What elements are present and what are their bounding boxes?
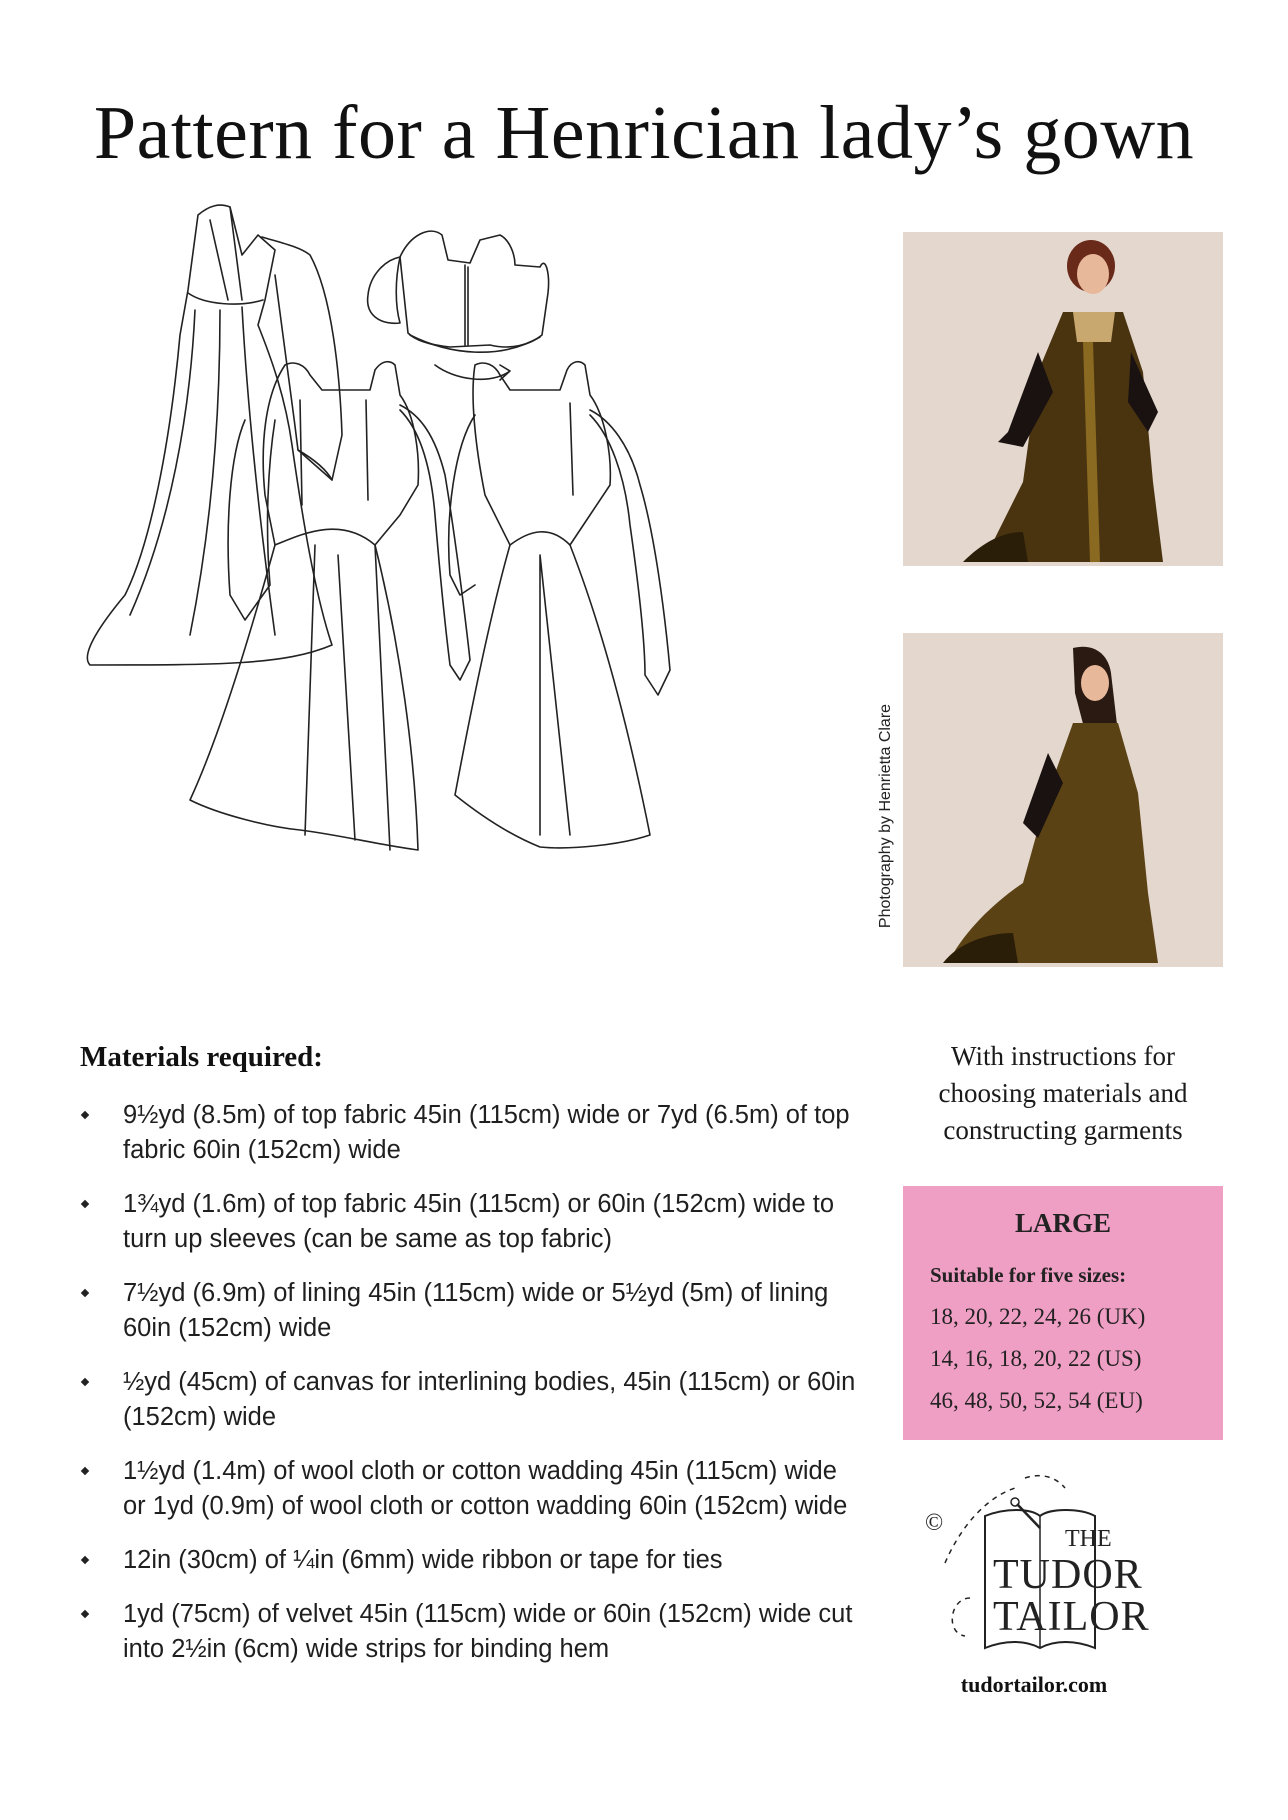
gown-three-quarter-view-drawing [449, 362, 670, 848]
list-item [80, 1098, 860, 1168]
size-title: LARGE [1014, 1208, 1112, 1238]
material-text: ½yd (45cm) of canvas for interlining bodies, 45in (115cm) or 60in (152cm) wide [123, 1368, 856, 1431]
gown-photo-side [903, 633, 1223, 967]
gown-front-view-drawing [190, 362, 470, 850]
bullet-icon [81, 1289, 89, 1297]
material-text: 1½yd (1.4m) of wool cloth or cotton wadding 45in (115cm) wide or 1yd (0.9m) of wool cloth or cotton wadding 60in (152cm) wide [123, 1457, 848, 1520]
bullet-icon [81, 1378, 89, 1386]
list-item [80, 1543, 860, 1578]
material-text: 9½yd (8.5m) of top fabric 45in (115cm) wide or 7yd (6.5m) of top fabric 60in (152cm) wide [123, 1101, 850, 1164]
page-title: Pattern for a Henrician lady’s gown [93, 91, 1195, 175]
logo-tailor: TAILOR [993, 1594, 1150, 1640]
bullet-icon [81, 1200, 89, 1208]
website-link[interactable]: tudortailor.com [960, 1672, 1108, 1697]
size-us: 14, 16, 18, 20, 22 (US) [930, 1346, 1142, 1371]
material-text: 12in (30cm) of ¼in (6mm) wide ribbon or tape for ties [123, 1546, 723, 1574]
instructions-note: With instructions for choosing materials and constructing garments [938, 1041, 1188, 1145]
material-text: 7½yd (6.9m) of lining 45in (115cm) wide or 5½yd (5m) of lining 60in (152cm) wide [123, 1279, 829, 1342]
list-item [80, 1454, 860, 1524]
size-uk: 18, 20, 22, 24, 26 (UK) [930, 1304, 1146, 1329]
bullet-icon [81, 1467, 89, 1475]
bullet-icon [81, 1610, 89, 1618]
size-eu: 46, 48, 50, 52, 54 (EU) [930, 1388, 1143, 1413]
gown-back-view-drawing [87, 205, 342, 665]
bullet-icon [81, 1111, 89, 1119]
size-subtitle: Suitable for five sizes: [930, 1263, 1127, 1287]
material-text: 1¾yd (1.6m) of top fabric 45in (115cm) or 60in (152cm) wide to turn up sleeves (can be same as top fabric) [123, 1190, 835, 1253]
logo-the: THE [1065, 1526, 1112, 1552]
bullet-icon [81, 1556, 89, 1564]
materials-heading: Materials required: [80, 1041, 323, 1073]
bodice-drawing [368, 231, 549, 380]
list-item [80, 1597, 860, 1667]
photo-credit: Photography by Henrietta Clare [877, 703, 894, 929]
list-item [80, 1365, 860, 1435]
tudor-tailor-logo [905, 1468, 1165, 1668]
size-box [903, 1186, 1223, 1440]
material-text: 1yd (75cm) of velvet 45in (115cm) wide or 60in (152cm) wide cut into 2½in (6cm) wide strips for binding hem [123, 1600, 853, 1663]
logo-tudor: TUDOR [993, 1552, 1143, 1598]
materials-list [80, 1098, 860, 1686]
gown-line-drawing [70, 195, 850, 1015]
copyright-symbol: © [925, 1510, 944, 1536]
gown-photo-front [903, 232, 1223, 566]
list-item [80, 1276, 860, 1346]
list-item [80, 1187, 860, 1257]
